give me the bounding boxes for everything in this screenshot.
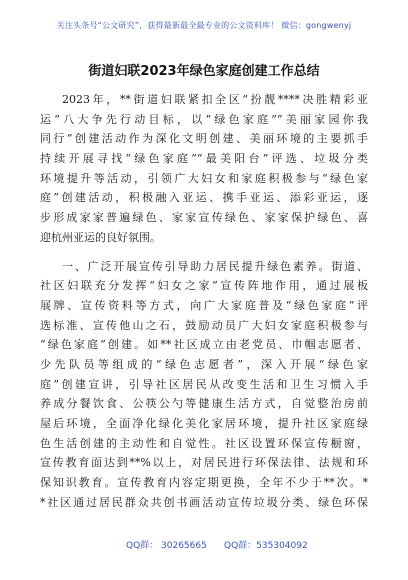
text-line: 环境提升等活动，引领广大妇女和家庭积极参与“绿色家 [40, 171, 368, 185]
text-line: 屋后环境，全面净化绿化美化家居环境，提升社区家庭绿 [40, 417, 368, 430]
text-line: *社区通过居民群众共创书画活动宣传垃圾分类、绿色环保 [40, 495, 368, 509]
text-line: 选标准、宣传他山之石，鼓励动员广大妇女家庭积极参与 [40, 318, 368, 332]
text-line: 展牌、宣传资料等方式，向广大家庭普及“绿色家庭”评 [40, 298, 368, 312]
text-line: 庭”创建宣讲，引导社区居民从改变生活和卫生习惯入手 [40, 377, 368, 391]
text-line: 庭”创建活动，积极融入亚运、携手亚运、添彩亚运，逐 [40, 191, 368, 205]
paragraph-section-one [40, 257, 368, 513]
document-body [40, 90, 368, 512]
text-line: 宣传教育面达到**%以上，对居民进行环保法律、法规和环 [40, 456, 368, 470]
text-line: 运”八大争先行动目标，以“绿色家庭”“美丽家园你我 [40, 112, 368, 126]
paragraph-intro [40, 90, 368, 248]
document-title: 街道妇联2023年绿色家庭创建工作总结 [88, 64, 320, 79]
text-line: 社区妇联充分发挥“妇女之家”宣传阵地作用，通过展板 [40, 279, 368, 293]
paragraph-gap [40, 248, 368, 257]
text-line: “绿色家庭”创建。如**社区成立由老党员、巾帼志愿者、 [40, 338, 368, 352]
text-line: 同行”创建活动作为深化文明创建、美丽环境的主要抓手 [40, 132, 368, 146]
text-line: 保知识教育。宣传教育内容定期更换，全年不少于**次。* [40, 476, 368, 490]
text-line: 持续开展寻找“绿色家庭”“最美阳台”评选、垃圾分类 [40, 152, 368, 166]
text-line: 养成分餐饮食、公筷公勺等健康生活方式，自觉整治房前 [40, 397, 368, 411]
qq-group-2: QQ群：535304092 [224, 541, 308, 551]
text-line: 2023年，**街道妇联紧扣全区“扮靓****决胜精彩亚 [62, 93, 368, 106]
text-line: 迎杭州亚运的良好氛围。 [40, 230, 161, 244]
text-line: 少先队员等组成的“绿色志愿者”，深入开展“绿色家 [40, 357, 368, 371]
text-line: 色生活创建的主动性和自觉性。社区设置环保宣传橱窗， [40, 436, 368, 450]
qq-group-1: QQ群： 30265665 [126, 541, 207, 551]
promo-banner: 关注头条号“公文研究”，获得最新最全最专业的公文资料库！ 微信：gongwenyj [56, 21, 352, 30]
text-line: 一、广泛开展宣传引导助力居民提升绿色素养。街道、 [62, 259, 368, 273]
text-line: 步形成家家普遍绿色、家家宣传绿色、家家保护绿色、喜 [40, 211, 368, 225]
